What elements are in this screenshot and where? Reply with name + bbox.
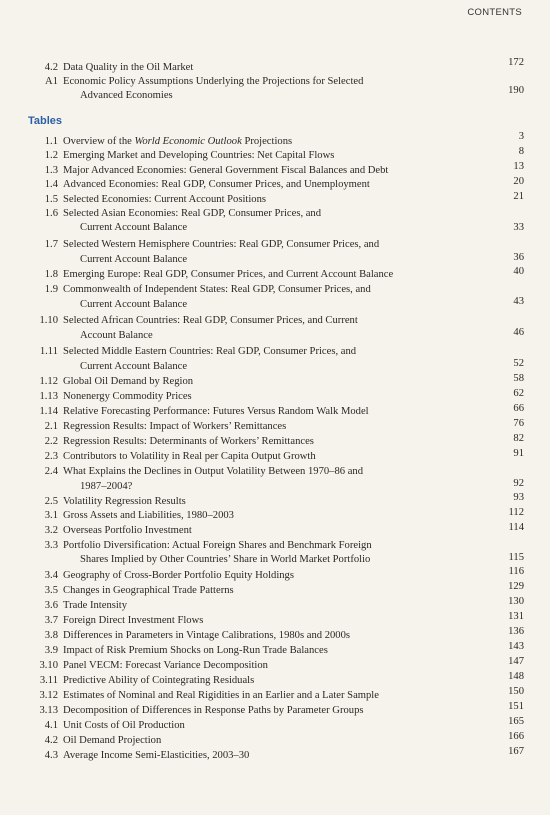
entry-title: Gross Assets and Liabilities, 1980–2003 — [63, 510, 234, 521]
entry-page: 21 — [513, 191, 524, 202]
entry-number: 3.3 — [44, 540, 58, 551]
entry-page: 148 — [508, 671, 524, 682]
entry-title: Foreign Direct Investment Flows — [63, 615, 204, 626]
entry-number: 3.12 — [39, 690, 58, 701]
entry-title: Selected Middle Eastern Countries: Real GDP, Consumer Prices, and — [63, 346, 357, 357]
entry-page: 66 — [513, 403, 524, 414]
entry-number: 3.10 — [39, 660, 58, 671]
entry-title: Emerging Europe: Real GDP, Consumer Prices, and Current Account Balance — [63, 269, 394, 280]
entry-page: 20 — [513, 176, 524, 187]
entry-page: 172 — [508, 57, 524, 68]
entry-number: 3.5 — [44, 585, 58, 596]
entry-number: 2.2 — [44, 436, 58, 447]
entry-page: 190 — [508, 85, 524, 96]
entry-page: 116 — [508, 566, 524, 577]
entry-page: 114 — [508, 522, 524, 533]
entry-number: 3.9 — [44, 645, 58, 656]
entry-page: 130 — [508, 596, 524, 607]
running-header: CONTENTS — [467, 7, 522, 18]
entry-page: 150 — [508, 686, 524, 697]
entry-page: 76 — [513, 418, 524, 429]
entry-title: Volatility Regression Results — [63, 496, 186, 507]
entry-page: 52 — [513, 358, 524, 369]
entry-number: 1.6 — [44, 208, 58, 219]
entry-number: 4.3 — [44, 750, 58, 761]
entry-page: 93 — [513, 492, 524, 503]
entry-number: 2.5 — [44, 496, 58, 507]
entry-title-cont: Current Account Balance — [80, 299, 188, 310]
entry-title-cont: Advanced Economies — [80, 90, 173, 101]
entry-page: 147 — [508, 656, 524, 667]
entry-number: 3.11 — [39, 675, 58, 686]
entry-title: Impact of Risk Premium Shocks on Long-Run Trade Balances — [63, 645, 328, 656]
entry-title: Changes in Geographical Trade Patterns — [63, 585, 234, 596]
entry-title-cont: Current Account Balance — [80, 222, 188, 233]
entry-page: 40 — [513, 266, 524, 277]
entry-page: 62 — [513, 388, 524, 399]
entry-title: Regression Results: Impact of Workers’ Remittances — [63, 421, 287, 432]
entry-page: 129 — [508, 581, 524, 592]
entry-title-cont: Shares Implied by Other Countries’ Share in World Market Portfolio — [80, 554, 371, 565]
entry-title: Overview of the World Economic Outlook Projections — [63, 136, 293, 147]
entry-number: 1.11 — [39, 346, 58, 357]
entry-number: 1.14 — [39, 406, 58, 417]
entry-title: Overseas Portfolio Investment — [63, 525, 192, 536]
entry-page: 33 — [513, 222, 524, 233]
entry-title: Data Quality in the Oil Market — [63, 62, 194, 73]
entry-title: Portfolio Diversification: Actual Foreign Shares and Benchmark Foreign — [63, 540, 372, 551]
entry-title: Nonenergy Commodity Prices — [63, 391, 192, 402]
entry-title-cont: Current Account Balance — [80, 361, 188, 372]
entry-number: 1.5 — [44, 194, 58, 205]
entry-page: 112 — [508, 507, 524, 518]
entry-title: Regression Results: Determinants of Workers’ Remittances — [63, 436, 314, 447]
entry-page: 58 — [513, 373, 524, 384]
entry-title: What Explains the Declines in Output Volatility Between 1970–86 and — [63, 466, 364, 477]
entry-title: Differences in Parameters in Vintage Calibrations, 1980s and 2000s — [63, 630, 350, 641]
entry-number: 3.1 — [44, 510, 58, 521]
entry-title: Selected Economies: Current Account Positions — [63, 194, 267, 205]
entry-title: Relative Forecasting Performance: Futures Versus Random Walk Model — [63, 406, 369, 417]
entry-number: 3.8 — [44, 630, 58, 641]
entry-page: 92 — [513, 478, 524, 489]
entry-number: 2.4 — [44, 466, 58, 477]
entry-number: 3.6 — [44, 600, 58, 611]
entry-number: 1.9 — [44, 284, 58, 295]
entry-page: 136 — [508, 626, 524, 637]
entry-number: 1.7 — [44, 239, 58, 250]
entry-page: 3 — [518, 131, 524, 142]
entry-number: 4.1 — [44, 720, 58, 731]
entry-title: Advanced Economies: Real GDP, Consumer Prices, and Unemployment — [63, 179, 370, 190]
entry-title: Major Advanced Economies: General Government Fiscal Balances and Debt — [63, 165, 389, 176]
entry-number: 3.2 — [44, 525, 58, 536]
entry-number: A1 — [45, 76, 58, 87]
entry-title-cont: Current Account Balance — [80, 254, 188, 265]
entry-number: 4.2 — [44, 735, 58, 746]
entry-title: Emerging Market and Developing Countries: Net Capital Flows — [63, 150, 335, 161]
entry-number: 2.3 — [44, 451, 58, 462]
entry-title: Economic Policy Assumptions Underlying the Projections for Selected — [63, 76, 364, 87]
entry-page: 36 — [513, 252, 524, 263]
entry-title: Panel VECM: Forecast Variance Decomposition — [63, 660, 268, 671]
entry-page: 91 — [513, 448, 524, 459]
entry-number: 1.13 — [39, 391, 58, 402]
entry-title: Commonwealth of Independent States: Real GDP, Consumer Prices, and — [63, 284, 371, 295]
entry-page: 46 — [513, 327, 524, 338]
entry-page: 8 — [518, 146, 524, 157]
entry-number: 3.13 — [39, 705, 58, 716]
entry-title: Predictive Ability of Cointegrating Residuals — [63, 675, 255, 686]
entry-number: 1.1 — [44, 136, 58, 147]
section-heading-tables: Tables — [28, 115, 63, 127]
entry-number: 1.8 — [44, 269, 58, 280]
entry-number: 1.2 — [44, 150, 58, 161]
entry-number: 2.1 — [44, 421, 58, 432]
entry-number: 1.12 — [39, 376, 58, 387]
entry-number: 1.10 — [39, 315, 58, 326]
entry-page: 131 — [508, 611, 524, 622]
entry-title-cont: 1987–2004? — [80, 481, 133, 492]
entry-title: Estimates of Nominal and Real Rigidities in an Earlier and a Later Sample — [63, 690, 379, 701]
entry-title: Selected Asian Economies: Real GDP, Consumer Prices, and — [63, 208, 322, 219]
entry-number: 4.2 — [44, 62, 58, 73]
entry-number: 1.4 — [44, 179, 58, 190]
entry-title: Oil Demand Projection — [63, 735, 162, 746]
entry-title: Geography of Cross-Border Portfolio Equity Holdings — [63, 570, 294, 581]
entry-page: 167 — [508, 746, 524, 757]
entry-title: Contributors to Volatility in Real per Capita Output Growth — [63, 451, 316, 462]
entry-page: 13 — [513, 161, 524, 172]
entry-title: Selected Western Hemisphere Countries: Real GDP, Consumer Prices, and — [63, 239, 380, 250]
entry-page: 151 — [508, 701, 524, 712]
entry-page: 82 — [513, 433, 524, 444]
entry-page: 115 — [508, 552, 524, 563]
entry-title: Trade Intensity — [63, 600, 128, 611]
entry-number: 1.3 — [44, 165, 58, 176]
entry-number: 3.4 — [44, 570, 58, 581]
entry-page: 166 — [508, 731, 524, 742]
entry-title: Average Income Semi-Elasticities, 2003–30 — [63, 750, 250, 761]
entry-page: 143 — [508, 641, 524, 652]
entry-title: Decomposition of Differences in Response Paths by Parameter Groups — [63, 705, 364, 716]
entry-number: 3.7 — [44, 615, 58, 626]
entry-page: 43 — [513, 296, 524, 307]
entry-title-cont: Account Balance — [80, 330, 153, 341]
entry-title: Unit Costs of Oil Production — [63, 720, 185, 731]
entry-title: Selected African Countries: Real GDP, Consumer Prices, and Current — [63, 315, 358, 326]
entry-page: 165 — [508, 716, 524, 727]
entry-title: Global Oil Demand by Region — [63, 376, 194, 387]
